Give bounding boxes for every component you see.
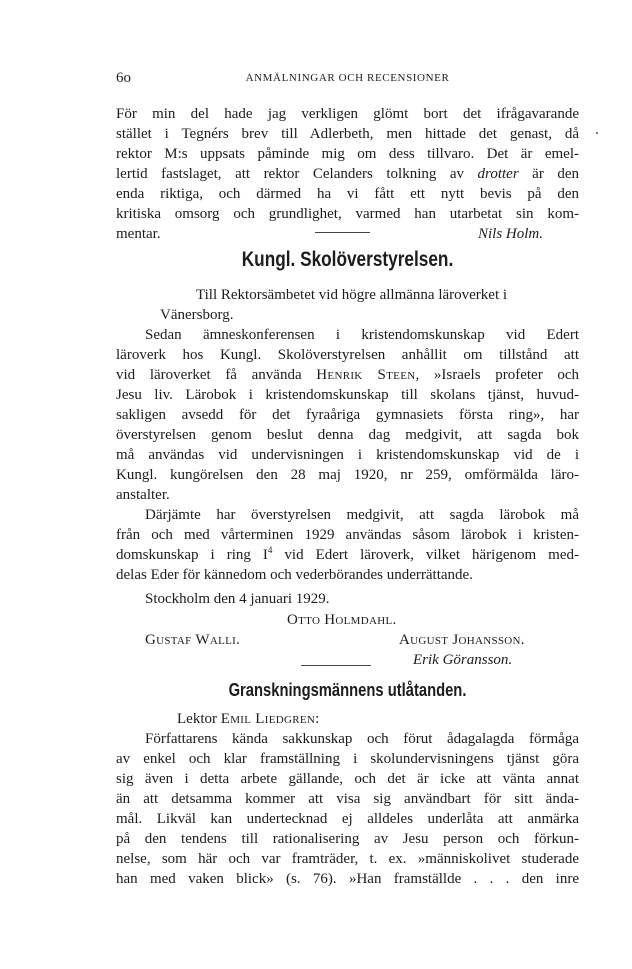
text-line: lertid fastslaget, att rektor Celanders tolkning av drotter är den [116,166,579,182]
signature-nils-holm: Nils Holm. [477,226,543,242]
text-line: av enkel och klar framställning i skolundervisningens tjänst göra [116,751,579,767]
section-divider [301,665,371,666]
place-date: Stockholm den 4 januari 1929. [145,591,330,607]
signer: August Johansson. [399,632,525,648]
text-line: Jesu liv. Lärobok i kristendomskunskap till skolans tjänst, huvud- [116,387,579,403]
text-line: på den tendens till rationalisering av Jesu person och förkun- [116,831,579,847]
text-line: vid läroverket få använda Henrik Steen, »Israels profeter och [116,367,580,383]
text-line: må användas vid undervisningen i kristendomskunskap vid de i [116,447,579,463]
text-line: nelse, som här och var framträder, t. ex. »människolivet studerade [116,851,579,867]
scan-speck [596,132,598,134]
text-line: överstyrelsen genom beslut denna dag medgivit, att sagda bok [116,427,579,443]
text-line: Kungl. kungörelsen den 28 maj 1920, nr 259, omförmälda läro- [116,467,579,483]
text-line: kritiska omsorg och grundlighet, varmed han utarbetat sin kom- [116,206,579,222]
text-line: sig även i detta arbete gällande, och det är icke att vänta annat [116,771,579,787]
heading-granskningsmannens: Granskningsmännens utlåtanden. [228,680,467,700]
text-line: än att detsamma kommer att visa sig användbart för sitt ända- [116,791,579,807]
address-line: Till Rektorsämbetet vid högre allmänna läroverket i [196,287,508,303]
superscript: 4 [267,545,273,555]
text-line: delas Eder för kännedom och vederbörandes underrättande. [116,567,473,583]
text-line: han med vaken blick» (s. 76). »Han framställde . . . den inre [116,871,579,887]
text-line: rektor M:s uppsats påminde mig om dess tillvaro. Det är emel- [116,146,579,162]
reviewer-line: Lektor Emil Liedgren: [177,711,320,727]
reviewer-name: Emil Liedgren [220,711,316,727]
heading-skoloverstyrelsen: Kungl. Skolöverstyrelsen. [241,248,454,271]
text-line: anstalter. [116,487,170,503]
text-line: enda riktiga, och därmed ha vi fått ett nytt bevis på den [116,186,579,202]
page-header [116,70,579,90]
term-drotter: drotter [477,166,519,182]
text-line: Författarens kända sakkunskap och förut ådagalagda förmåga [145,731,579,747]
author-name: Henrik Steen [316,367,416,383]
page-number: 6o [116,70,131,86]
running-title: ANMÄLNINGAR OCH RECENSIONER [245,72,450,84]
text-line: För min del hade jag verkligen glömt bort det ifrågavarande [116,106,579,122]
text-line: Sedan ämneskonferensen i kristendomskunskap vid Edert [145,327,579,343]
text-line: från och med vårterminen 1929 användas såsom lärobok i kristen- [116,527,579,543]
text-line: domskunskap i ring $I^4$ vid Edert läroverk, vilket härigenom med- [116,545,580,563]
signer: Otto Holmdahl. [287,612,397,628]
text-line: Därjämte har överstyrelsen medgivit, att sagda lärobok må [145,507,579,523]
address-line: Vänersborg. [160,307,234,323]
text-line: läroverk hos Kungl. Skolöverstyrelsen anhållit om tillstånd att [116,347,579,363]
text-line: stället i Tegnérs brev till Adlerbeth, men hittade det genast, då [116,126,579,142]
section-divider [315,232,370,233]
signer: Erik Göransson. [413,652,513,668]
text-line: mentar. Nils Holm. [116,226,543,242]
text-line: sakligen avsedd för det fyraåriga gymnasiets första ring», har [116,407,579,423]
signer: Gustaf Walli. [145,632,241,648]
text-line: mål. Likväl kan undertecknad ej alldeles underlåta att anmärka [116,811,579,827]
